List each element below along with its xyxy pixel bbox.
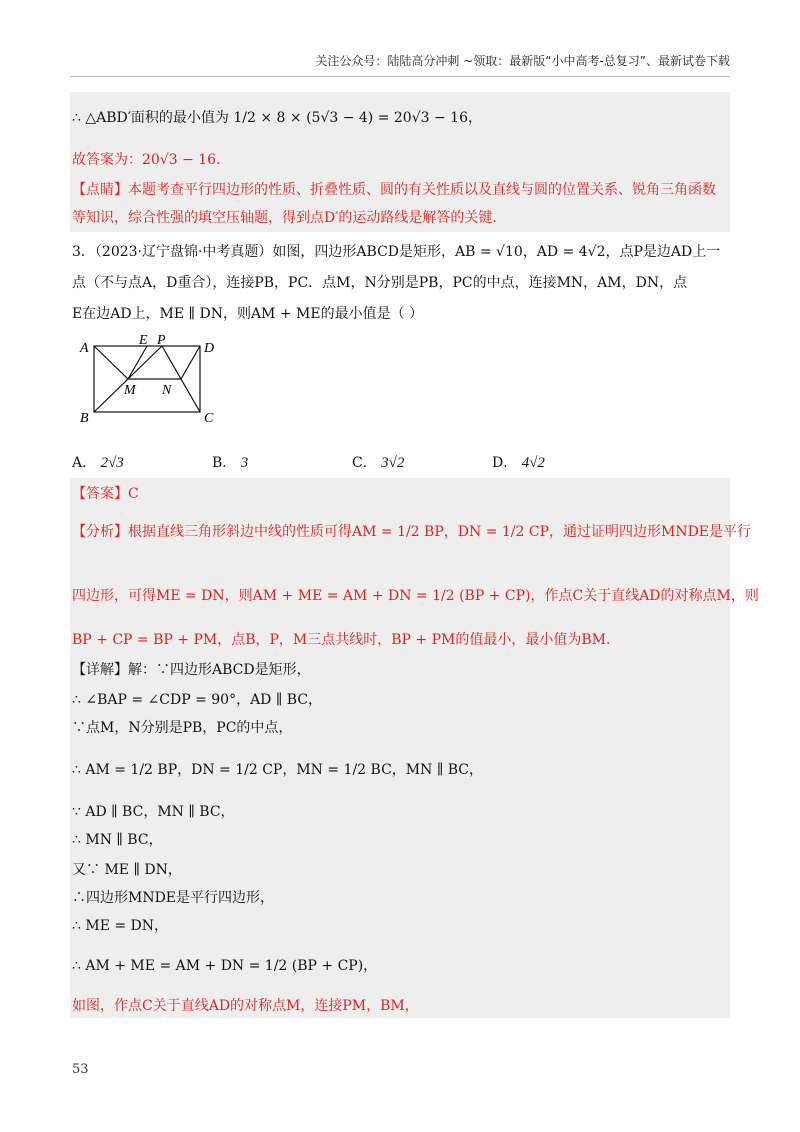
option-c-key: C． — [352, 455, 377, 471]
option-a-value: 2√3 — [100, 455, 124, 471]
option-d-key: D． — [492, 455, 518, 471]
answer-line: 故答案为：20√3 − 16． — [72, 152, 231, 168]
question-line-3: E在边AD上，ME ∥ DN，则AM + ME的最小值是（ ） — [72, 306, 424, 322]
step-9: ∴ ME = DN， — [72, 918, 169, 934]
step-1: 【详解】解：∵四边形ABCD是矩形， — [72, 662, 311, 678]
analysis-line-3: BP + CP = BP + PM，点B，P，M三点共线时，BP + PM的值最小，最小值为BM． — [72, 632, 620, 648]
segment-dn — [181, 346, 200, 379]
segment-am — [94, 346, 128, 379]
page-header: 关注公众号：陆陆高分冲刺 ~领取：最新版“小中高考-总复习”、最新试卷下载 — [315, 54, 730, 68]
step-3: ∵点M，N分别是PB，PC的中点， — [72, 720, 293, 736]
option-a-key: A． — [72, 455, 97, 471]
option-d-value: 4√2 — [521, 455, 545, 471]
question-line-2: 点（不与点A，D重合），连接PB，PC．点M，N分别是PB，PC的中点，连接MN，AM，DN，点 — [72, 275, 688, 291]
step-2: ∴ ∠BAP = ∠CDP = 90°，AD ∥ BC， — [72, 692, 323, 708]
label-m: M — [124, 383, 136, 398]
label-p: P — [157, 333, 166, 348]
area-min-line: ∴ △ABD′面积的最小值为 1/2 × 8 × (5√3 − 4) = 20√3 − 16， — [72, 110, 482, 126]
option-b — [212, 452, 248, 472]
question-line-1: 3．（2023·辽宁盘锦·中考真题）如图，四边形ABCD是矩形，AB = √10，AD = 4√2，点P是边AD上一 — [72, 244, 721, 260]
step-11: 如图，作点C关于直线AD的对称点M，连接PM，BM， — [72, 998, 419, 1014]
label-n: N — [162, 383, 172, 398]
label-b: B — [80, 411, 89, 426]
option-b-key: B． — [212, 455, 237, 471]
solution-block — [70, 478, 730, 1018]
header-rule — [70, 76, 730, 77]
label-a: A — [80, 341, 89, 356]
step-8: ∴四边形MNDE是平行四边形， — [72, 890, 275, 906]
option-b-value: 3 — [240, 455, 249, 471]
label-d: D — [204, 341, 215, 356]
geometry-figure — [72, 330, 232, 430]
step-7: 又∵ ME ∥ DN， — [72, 862, 182, 878]
option-c — [352, 452, 404, 472]
analysis-line-1: 【分析】根据直线三角形斜边中线的性质可得AM = 1/2 BP，DN = 1/2 CP，通过证明四边形MNDE是平行 — [72, 524, 752, 540]
label-c: C — [204, 411, 214, 426]
analysis-line-2: 四边形，可得ME = DN，则AM + ME = AM + DN = 1/2 (BP + CP)，作点C关于直线AD的对称点M，则 — [72, 588, 759, 604]
step-4: ∴ AM = 1/2 BP，DN = 1/2 CP，MN = 1/2 BC，MN ∥ BC， — [72, 762, 484, 778]
answer-label: 【答案】C — [72, 486, 139, 502]
step-10: ∴ AM + ME = AM + DN = 1/2 (BP + CP)， — [72, 958, 378, 974]
option-a — [72, 452, 124, 472]
option-d — [492, 452, 545, 472]
comment-line-2: 等知识，综合性强的填空压轴题，得到点D′的运动路线是解答的关键． — [72, 210, 507, 226]
page-number: 53 — [72, 1062, 89, 1077]
label-e: E — [139, 333, 148, 348]
option-c-value: 3√2 — [381, 455, 405, 471]
step-5: ∵ AD ∥ BC，MN ∥ BC， — [72, 804, 235, 820]
comment-line-1: 【点睛】本题考查平行四边形的性质、折叠性质、圆的有关性质以及直线与圆的位置关系、锐角三角函数 — [72, 182, 716, 198]
step-6: ∴ MN ∥ BC， — [72, 832, 163, 848]
